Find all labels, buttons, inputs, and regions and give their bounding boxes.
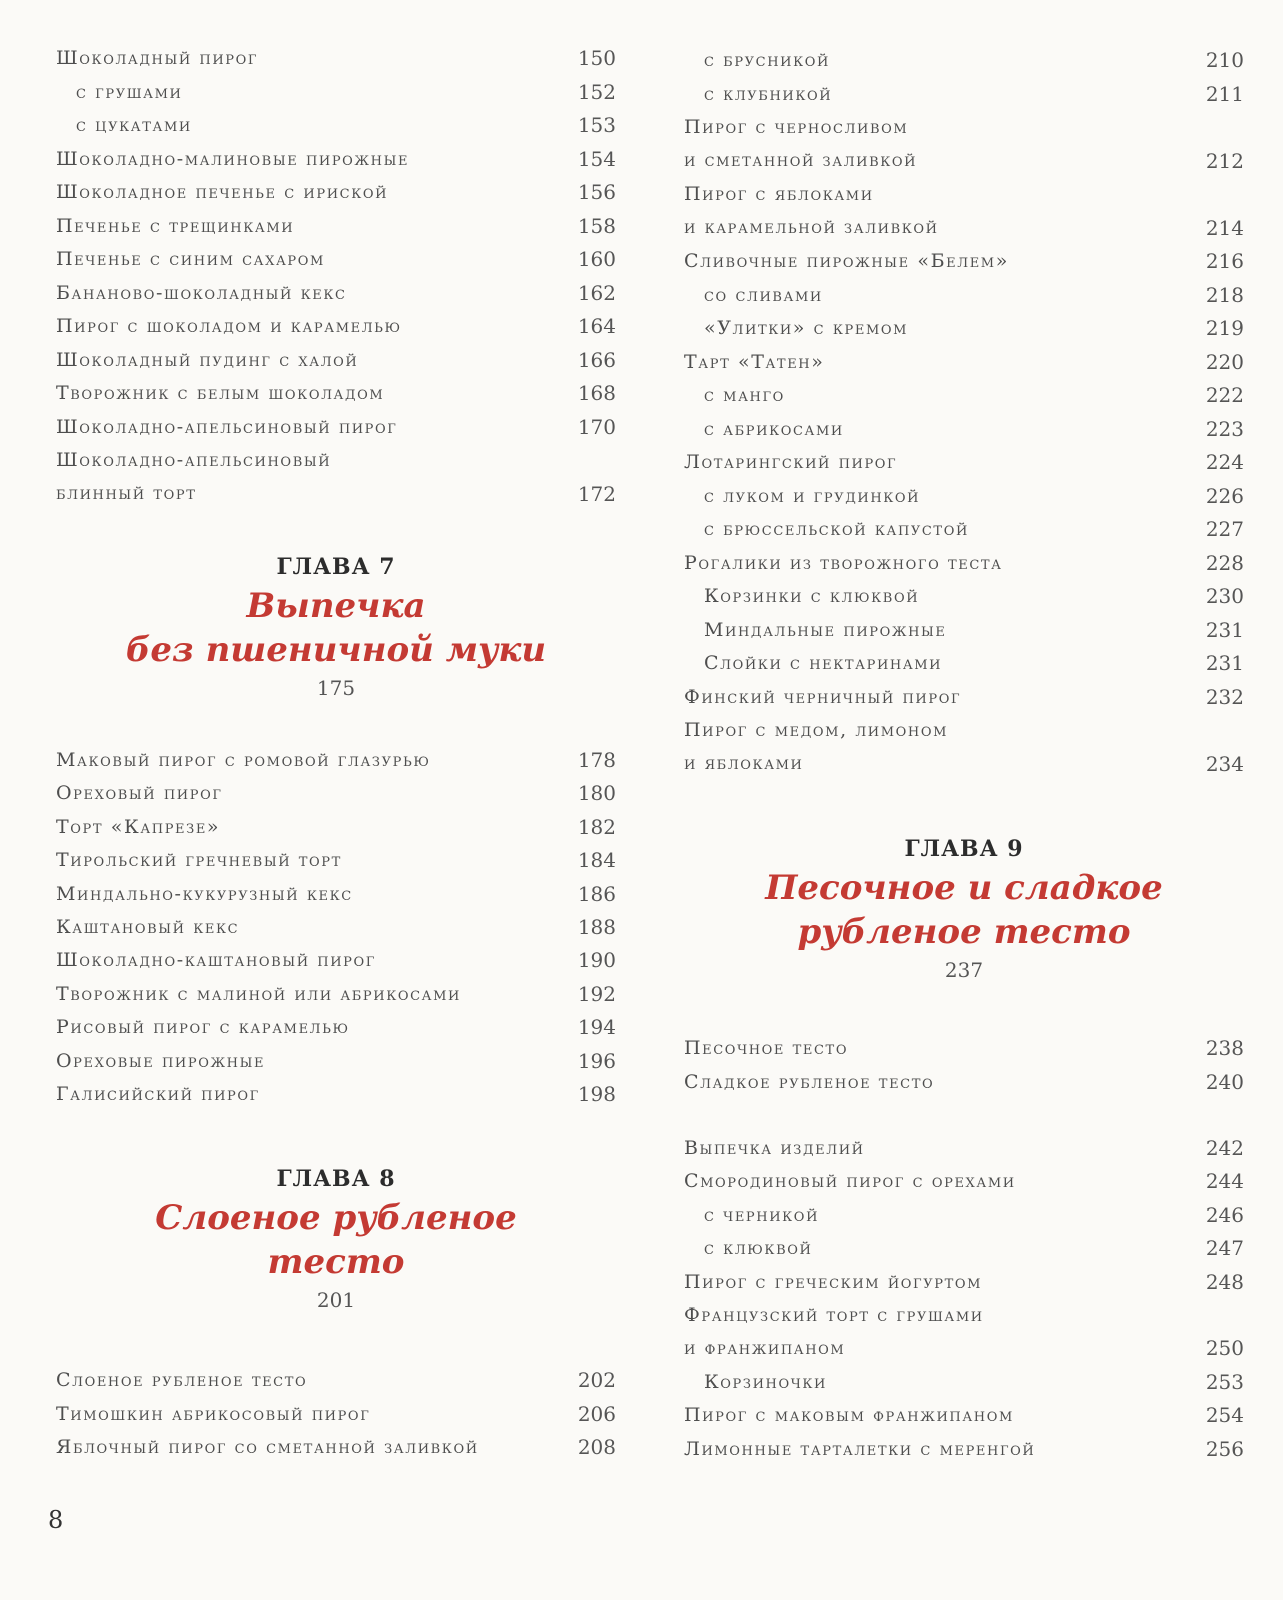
toc-entry-title: Слойки с нектаринами xyxy=(704,652,943,674)
toc-entry-title: Пирог с медом, лимоном xyxy=(684,719,949,741)
toc-entry-page: 250 xyxy=(1205,1336,1244,1361)
toc-entry-title: с черникой xyxy=(704,1203,820,1226)
toc-entry-page: 228 xyxy=(1205,550,1244,575)
chapter-7 xyxy=(56,554,616,700)
toc-entry-title: Корзинки с клюквой xyxy=(704,585,920,607)
toc-entry-title-cont: и франжипаном xyxy=(684,1337,846,1359)
toc-entry-title-cont: и сметанной заливкой xyxy=(684,149,918,171)
toc-entry-page: 211 xyxy=(1205,81,1244,106)
toc-entry-page: 220 xyxy=(1205,349,1244,374)
toc-entry-title: Шоколадный пирог xyxy=(56,47,259,69)
toc-entry-page: 158 xyxy=(577,213,616,238)
toc-entry-title: Лимонные тарталетки с меренгой xyxy=(684,1437,1036,1460)
chapter-label: ГЛАВА 8 xyxy=(276,1166,396,1192)
toc-entry-page: 152 xyxy=(577,79,616,104)
toc-entry-title: Выпечка изделий xyxy=(684,1137,865,1159)
toc-entry-page: 184 xyxy=(577,848,616,873)
toc-entry-title: Шоколадное печенье с ириской xyxy=(56,181,389,203)
toc-entry-title: Шоколадно-каштановый пирог xyxy=(56,949,376,972)
toc-entry-page: 242 xyxy=(1205,1136,1244,1160)
toc-entry-page: 230 xyxy=(1205,584,1244,608)
toc-entry-page: 232 xyxy=(1205,684,1244,709)
toc-entry-page: 156 xyxy=(577,180,616,204)
toc-entry-title: Слоеное рубленое тесто xyxy=(56,1369,308,1391)
toc-entry-page: 206 xyxy=(577,1401,616,1426)
toc-entry-title: Сладкое рубленое тесто xyxy=(684,1070,935,1093)
toc-entry-title: Каштановый кекс xyxy=(56,916,240,938)
chapter-label: ГЛАВА 9 xyxy=(904,836,1024,862)
chapter-title-line: без пшеничной муки xyxy=(125,630,547,670)
toc-entry-page: 222 xyxy=(1205,383,1244,407)
toc-entry-page: 160 xyxy=(577,247,616,271)
toc-entry-title: Печенье с синим сахаром xyxy=(56,248,325,270)
toc-entry-title: с клюквой xyxy=(704,1237,813,1260)
toc-entry-page: 180 xyxy=(577,781,616,806)
toc-entry-page: 223 xyxy=(1205,416,1244,441)
toc-entry-title: Смородиновый пирог с орехами xyxy=(684,1170,1016,1193)
toc-entry-title: с грушами xyxy=(76,80,183,103)
toc-entry-page: 247 xyxy=(1205,1236,1244,1261)
toc-entry-page: 194 xyxy=(577,1015,616,1040)
toc-entry-page: 168 xyxy=(577,381,616,405)
toc-entry-page: 162 xyxy=(577,280,616,305)
toc-entry-title: Пирог с черносливом xyxy=(684,116,909,138)
toc-entry-page: 226 xyxy=(1205,483,1244,508)
toc-entry-title: Ореховые пирожные xyxy=(56,1049,266,1072)
chapter-page: 175 xyxy=(316,676,356,700)
toc-entry-title: Галисийский пирог xyxy=(56,1083,260,1105)
chapter-title-line: Песочное и сладкое xyxy=(765,868,1163,908)
toc-entry-title: Творожник с белым шоколадом xyxy=(56,382,385,404)
toc-entry-title: Сливочные пирожные «Белем» xyxy=(684,250,1009,272)
toc-entry-title: с манго xyxy=(704,384,785,406)
toc-entry-title: Пирог с яблоками xyxy=(684,183,874,205)
toc-entry-title: Яблочный пирог со сметанной заливкой xyxy=(56,1436,479,1458)
toc-entry-title: Печенье с трещинками xyxy=(56,214,295,237)
toc-entry-page: 182 xyxy=(577,814,616,839)
toc-entry-page: 164 xyxy=(577,314,616,338)
chapter-title xyxy=(56,584,616,672)
toc-entry-page: 202 xyxy=(577,1368,616,1392)
toc-entry-title: Тирольский гречневый торт xyxy=(56,849,342,872)
toc-entry-title: Шоколадно-малиновые пирожные xyxy=(56,147,410,170)
toc-entry-title: со сливами xyxy=(704,283,823,306)
toc-entry-page: 224 xyxy=(1205,450,1244,474)
toc-entry-title: с брусникой xyxy=(704,49,830,71)
toc-entry-page: 210 xyxy=(1205,48,1244,72)
toc-entry-title: Торт «Капрезе» xyxy=(56,815,221,838)
toc-entry-page: 218 xyxy=(1205,282,1244,307)
toc-entry-page: 208 xyxy=(577,1435,616,1459)
toc-entry-page: 238 xyxy=(1205,1036,1244,1060)
toc-entry-title: Французский торт с грушами xyxy=(684,1304,984,1326)
toc-entry-page: 212 xyxy=(1205,148,1244,173)
chapter-label: ГЛАВА 7 xyxy=(276,554,396,580)
toc-entry-page: 234 xyxy=(1205,751,1244,776)
toc-entry-page: 256 xyxy=(1205,1436,1244,1461)
toc-entry-page: 170 xyxy=(577,414,616,439)
toc-entry-title: Ореховый пирог xyxy=(56,782,223,805)
chapter-title-line: тесто xyxy=(267,1242,405,1282)
toc-entry-page: 198 xyxy=(577,1082,616,1106)
toc-entry-title: Бананово-шоколадный кекс xyxy=(56,281,347,304)
chapter-9 xyxy=(684,836,1244,982)
toc-entry-title: Тарт «Татен» xyxy=(684,350,825,373)
chapter-page: 201 xyxy=(316,1288,356,1312)
toc-entry-page: 153 xyxy=(577,113,616,137)
toc-entry-page: 192 xyxy=(577,981,616,1006)
page-number: 8 xyxy=(48,1506,64,1534)
toc-entry-page: 188 xyxy=(577,915,616,939)
toc-entry-page: 186 xyxy=(577,881,616,906)
toc-entry-title-cont: и яблоками xyxy=(684,752,804,774)
toc-entry-title: Маковый пирог с ромовой глазурью xyxy=(56,749,431,771)
toc-entry-title: Рисовый пирог с карамелью xyxy=(56,1016,350,1039)
toc-entry-page: 166 xyxy=(577,347,616,372)
toc-entry-title: Пирог с маковым франжипаном xyxy=(684,1404,1014,1427)
toc-entry-title: Шоколадный пудинг с халой xyxy=(56,348,359,371)
chapter-title-line: Выпечка xyxy=(246,586,426,626)
toc-entry-title: с луком и грудинкой xyxy=(704,484,921,507)
chapter-title-line: Слоеное рубленое xyxy=(155,1198,517,1238)
toc-entry-title: Пирог с греческим йогуртом xyxy=(684,1270,983,1293)
toc-entry-page: 172 xyxy=(577,481,616,506)
toc-entry-page: 216 xyxy=(1205,249,1244,273)
toc-entry-title: Миндальные пирожные xyxy=(704,618,947,641)
toc-entry-title: «Улитки» с кремом xyxy=(704,317,909,339)
toc-entry-title: Тимошкин абрикосовый пирог xyxy=(56,1402,371,1425)
toc-entry-title-cont: блинный торт xyxy=(56,482,197,504)
toc-entry-page: 244 xyxy=(1205,1169,1244,1194)
toc-entry-page: 178 xyxy=(577,748,616,772)
toc-entry-title-cont: и карамельной заливкой xyxy=(684,216,939,238)
toc-entry-page: 196 xyxy=(577,1048,616,1073)
toc-entry-page: 253 xyxy=(1205,1369,1244,1394)
toc-entry-page: 240 xyxy=(1205,1069,1244,1094)
toc-entry-page: 150 xyxy=(577,46,616,70)
toc-entry-title: Финский черничный пирог xyxy=(684,685,962,708)
toc-entry-title: Лотарингский пирог xyxy=(684,451,898,473)
chapter-title xyxy=(56,1196,616,1284)
chapter-title-line: рубленое тесто xyxy=(797,912,1131,952)
toc-entry-title: Творожник с малиной или абрикосами xyxy=(56,982,461,1005)
toc-entry-title: Миндально-кукурузный кекс xyxy=(56,882,353,905)
toc-entry-title: с абрикосами xyxy=(704,417,844,440)
toc-entry-page: 227 xyxy=(1205,517,1244,541)
toc-entry-title: Шоколадно-апельсиновый пирог xyxy=(56,415,398,438)
toc-entry-title: Корзиночки xyxy=(704,1370,827,1393)
toc-entry-page: 246 xyxy=(1205,1202,1244,1227)
toc-entry-title: с клубникой xyxy=(704,82,833,105)
toc-entry-page: 190 xyxy=(577,948,616,973)
chapter-8 xyxy=(56,1166,616,1312)
toc-entry-title: Пирог с шоколадом и карамелью xyxy=(56,315,402,337)
toc-entry-title: Рогалики из творожного теста xyxy=(684,551,1003,574)
toc-entry-title: с брюссельской капустой xyxy=(704,518,969,540)
toc-entry-page: 154 xyxy=(577,146,616,171)
toc-entry-page: 248 xyxy=(1205,1269,1244,1294)
toc-entry-page: 254 xyxy=(1205,1403,1244,1428)
toc-entry-page: 231 xyxy=(1205,651,1244,675)
toc-entry-title: Песочное тесто xyxy=(684,1037,849,1059)
chapter-page: 237 xyxy=(944,958,984,982)
toc-entry-page: 231 xyxy=(1205,617,1244,642)
toc-entry-title: Шоколадно-апельсиновый xyxy=(56,449,332,471)
toc-entry-page: 219 xyxy=(1205,316,1244,340)
toc-entry-page: 214 xyxy=(1205,215,1244,240)
chapter-title xyxy=(684,866,1244,954)
toc-entry-title: с цукатами xyxy=(76,114,192,136)
